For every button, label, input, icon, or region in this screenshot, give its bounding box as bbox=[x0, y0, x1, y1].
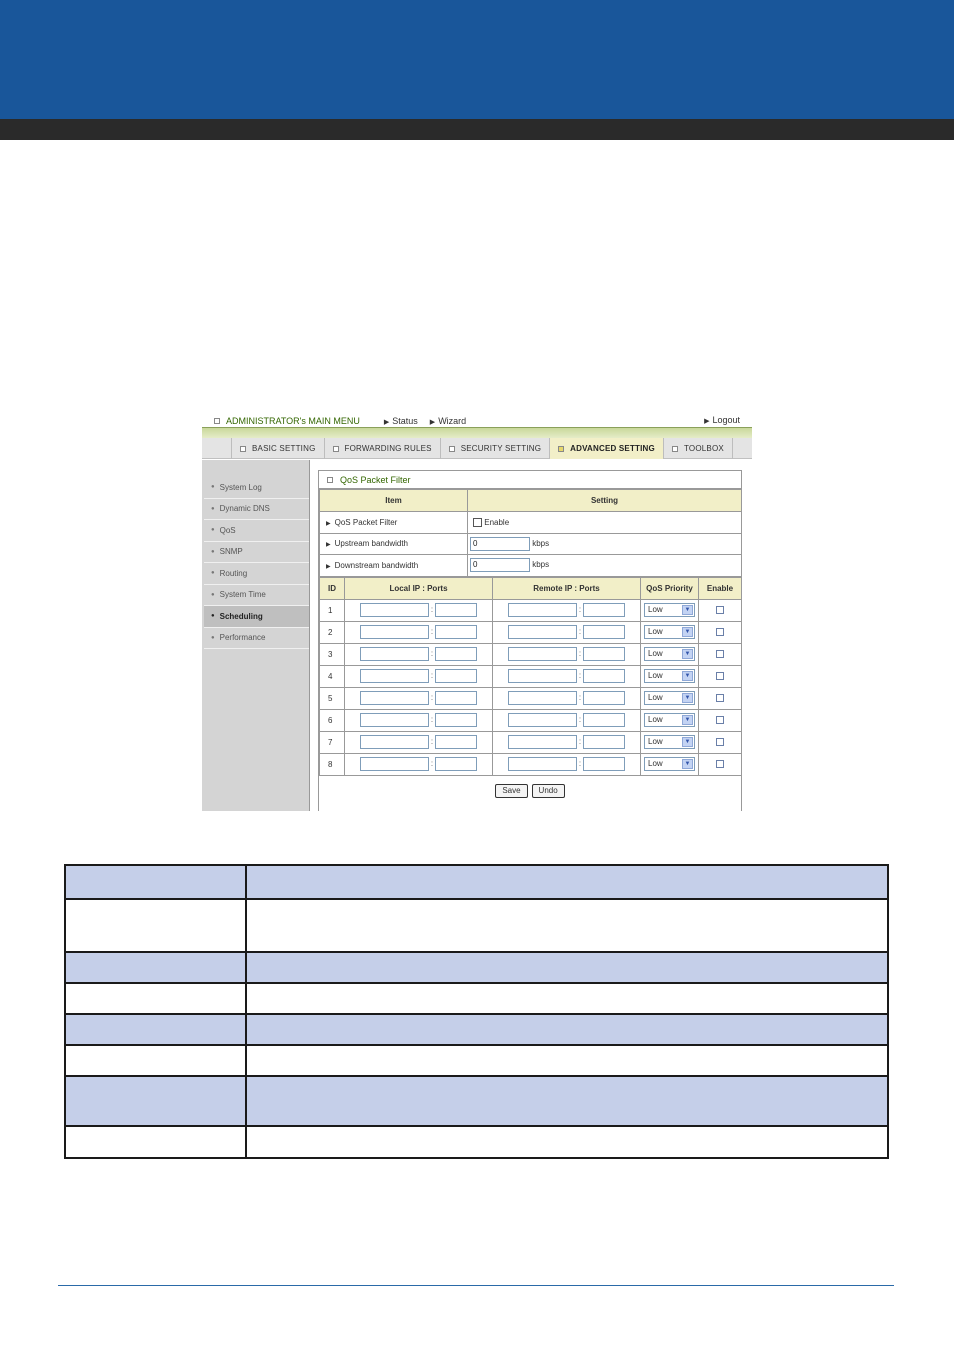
sidebar-item-label: System Log bbox=[219, 482, 262, 492]
colon-separator: : bbox=[430, 759, 434, 769]
table-row bbox=[65, 1076, 888, 1126]
green-divider bbox=[202, 427, 752, 438]
col-item-header: Item bbox=[320, 490, 468, 512]
tab-square-icon bbox=[672, 446, 678, 452]
rule-row bbox=[320, 709, 742, 731]
downstream-label-cell bbox=[320, 555, 468, 577]
local-ip-input[interactable] bbox=[360, 757, 429, 771]
table-cell bbox=[65, 1076, 246, 1126]
local-ip-cell bbox=[345, 687, 493, 709]
undo-button[interactable]: Undo bbox=[532, 784, 565, 798]
rule-id: 4 bbox=[320, 665, 345, 687]
bullet-icon: ● bbox=[211, 613, 215, 620]
priority-cell bbox=[641, 621, 699, 643]
remote-ip-input[interactable] bbox=[508, 691, 577, 705]
local-ip-input[interactable] bbox=[360, 735, 429, 749]
colon-separator: : bbox=[578, 759, 582, 769]
colon-separator: : bbox=[578, 649, 582, 659]
remote-ip-input[interactable] bbox=[508, 713, 577, 727]
local-port-input[interactable] bbox=[435, 735, 477, 749]
enable-label: Enable bbox=[484, 517, 510, 527]
table-row bbox=[65, 1014, 888, 1045]
sidebar-item-system-time[interactable] bbox=[204, 585, 309, 607]
remote-port-input[interactable] bbox=[583, 647, 625, 661]
local-ip-cell bbox=[345, 643, 493, 665]
enable-cell bbox=[699, 753, 742, 775]
table-cell bbox=[246, 952, 888, 983]
table-cell bbox=[246, 1045, 888, 1076]
arrow-right-icon: ▶ bbox=[704, 418, 710, 425]
priority-cell bbox=[641, 665, 699, 687]
remote-port-input[interactable] bbox=[583, 757, 625, 771]
priority-select[interactable] bbox=[644, 625, 695, 639]
tab-square-icon bbox=[333, 446, 339, 452]
enable-cell bbox=[699, 665, 742, 687]
rule-row bbox=[320, 753, 742, 775]
bullet-icon: ● bbox=[211, 484, 215, 491]
priority-value: Low bbox=[648, 759, 663, 768]
id-header: ID bbox=[320, 577, 345, 599]
rule-id: 5 bbox=[320, 687, 345, 709]
local-port-input[interactable] bbox=[435, 647, 477, 661]
table-row bbox=[65, 952, 888, 983]
table-cell bbox=[246, 1076, 888, 1126]
filter-label: QoS Packet Filter bbox=[334, 517, 398, 527]
remote-ip-input[interactable] bbox=[508, 735, 577, 749]
downstream-label: Downstream bandwidth bbox=[334, 560, 419, 570]
sidebar-item-performance[interactable] bbox=[204, 628, 309, 650]
table-row bbox=[65, 899, 888, 952]
priority-value: Low bbox=[648, 649, 663, 658]
sidebar-item-label: Routing bbox=[219, 568, 248, 578]
local-ip-input[interactable] bbox=[360, 691, 429, 705]
remote-ip-cell bbox=[493, 709, 641, 731]
table-cell bbox=[246, 983, 888, 1014]
panel-title-text: QoS Packet Filter bbox=[340, 474, 411, 485]
sidebar-item-routing[interactable] bbox=[204, 563, 309, 585]
chevron-down-icon: ▼ bbox=[682, 649, 693, 659]
remote-port-input[interactable] bbox=[583, 735, 625, 749]
table-cell bbox=[246, 1126, 888, 1158]
table-row bbox=[65, 1045, 888, 1076]
colon-separator: : bbox=[430, 671, 434, 681]
arrow-right-icon: ▶ bbox=[326, 542, 331, 549]
tab-label: BASIC SETTING bbox=[252, 444, 316, 453]
local-ip-input[interactable] bbox=[360, 647, 429, 661]
remote-ip-cell bbox=[493, 643, 641, 665]
top-menu-bar bbox=[202, 414, 752, 427]
rule-id: 8 bbox=[320, 753, 345, 775]
chevron-down-icon: ▼ bbox=[682, 693, 693, 703]
rule-enable-checkbox[interactable] bbox=[716, 672, 724, 680]
chevron-down-icon: ▼ bbox=[682, 759, 693, 769]
sidebar-item-dynamic-dns[interactable] bbox=[204, 499, 309, 521]
sidebar-item-label: Dynamic DNS bbox=[219, 504, 270, 514]
tab-security-setting[interactable] bbox=[440, 438, 549, 459]
remote-ip-cell bbox=[493, 687, 641, 709]
description-table bbox=[64, 864, 889, 1159]
header-banner bbox=[0, 0, 954, 119]
remote-port-input[interactable] bbox=[583, 625, 625, 639]
priority-cell bbox=[641, 753, 699, 775]
chevron-down-icon: ▼ bbox=[682, 605, 693, 615]
col-setting-header: Setting bbox=[468, 490, 742, 512]
menu-square-icon bbox=[214, 418, 220, 424]
arrow-right-icon: ▶ bbox=[383, 418, 390, 426]
rule-row bbox=[320, 687, 742, 709]
priority-select[interactable] bbox=[644, 669, 695, 683]
tab-square-icon bbox=[449, 446, 455, 452]
header-stripe bbox=[0, 119, 954, 140]
enable-cell bbox=[699, 599, 742, 621]
bullet-icon: ● bbox=[211, 634, 215, 641]
panel-title bbox=[319, 471, 741, 489]
priority-select[interactable] bbox=[644, 735, 695, 749]
sidebar-item-system-log[interactable] bbox=[204, 477, 309, 499]
bullet-icon: ● bbox=[211, 505, 215, 512]
colon-separator: : bbox=[430, 627, 434, 637]
priority-value: Low bbox=[648, 715, 663, 724]
remote-ip-input[interactable] bbox=[508, 625, 577, 639]
local-port-input[interactable] bbox=[435, 757, 477, 771]
bullet-icon: ● bbox=[211, 570, 215, 577]
rule-enable-checkbox[interactable] bbox=[716, 716, 724, 724]
remote-ip-input[interactable] bbox=[508, 647, 577, 661]
status-link[interactable] bbox=[384, 416, 418, 426]
arrow-right-icon: ▶ bbox=[429, 418, 436, 426]
colon-separator: : bbox=[578, 693, 582, 703]
local-ip-header: Local IP : Ports bbox=[345, 577, 493, 599]
chevron-down-icon: ▼ bbox=[682, 715, 693, 725]
sidebar-divider bbox=[309, 460, 310, 811]
upstream-unit: kbps bbox=[532, 538, 550, 548]
tab-square-icon bbox=[558, 446, 564, 452]
rule-enable-checkbox[interactable] bbox=[716, 694, 724, 702]
remote-port-input[interactable] bbox=[583, 669, 625, 683]
logout-label: Logout bbox=[712, 415, 740, 425]
remote-ip-cell bbox=[493, 731, 641, 753]
colon-separator: : bbox=[430, 649, 434, 659]
remote-port-input[interactable] bbox=[583, 691, 625, 705]
rule-row bbox=[320, 643, 742, 665]
local-ip-cell bbox=[345, 599, 493, 621]
local-port-input[interactable] bbox=[435, 691, 477, 705]
rule-id: 7 bbox=[320, 731, 345, 753]
tab-label: SECURITY SETTING bbox=[460, 444, 542, 453]
rule-row bbox=[320, 621, 742, 643]
chevron-down-icon: ▼ bbox=[682, 671, 693, 681]
sidebar-item-label: SNMP bbox=[219, 547, 243, 557]
priority-select[interactable] bbox=[644, 757, 695, 771]
bullet-icon: ● bbox=[211, 548, 215, 555]
priority-value: Low bbox=[648, 627, 663, 636]
colon-separator: : bbox=[430, 715, 434, 725]
chevron-down-icon: ▼ bbox=[682, 737, 693, 747]
priority-select[interactable] bbox=[644, 647, 695, 661]
downstream-unit: kbps bbox=[532, 560, 550, 570]
table-cell bbox=[246, 899, 888, 952]
table-cell bbox=[246, 865, 888, 899]
sidebar-item-label: QoS bbox=[219, 525, 236, 535]
table-cell bbox=[65, 865, 246, 899]
table-cell bbox=[65, 952, 246, 983]
colon-separator: : bbox=[430, 737, 434, 747]
sidebar bbox=[202, 460, 309, 811]
rule-enable-checkbox[interactable] bbox=[716, 760, 724, 768]
sidebar-item-qos[interactable] bbox=[204, 520, 309, 542]
table-cell bbox=[65, 1014, 246, 1045]
priority-cell bbox=[641, 709, 699, 731]
rules-header-row bbox=[320, 577, 742, 599]
remote-ip-input[interactable] bbox=[508, 669, 577, 683]
remote-ip-cell bbox=[493, 753, 641, 775]
tab-label: ADVANCED SETTING bbox=[570, 444, 655, 453]
main-tabs bbox=[202, 438, 752, 459]
local-ip-cell bbox=[345, 621, 493, 643]
local-port-input[interactable] bbox=[435, 603, 477, 617]
title-square-icon bbox=[327, 477, 333, 483]
rule-id: 3 bbox=[320, 643, 345, 665]
priority-select[interactable] bbox=[644, 603, 695, 617]
priority-select[interactable] bbox=[644, 691, 695, 705]
bullet-icon: ● bbox=[211, 591, 215, 598]
remote-ip-cell bbox=[493, 599, 641, 621]
colon-separator: : bbox=[578, 671, 582, 681]
sidebar-item-scheduling[interactable] bbox=[204, 606, 309, 628]
admin-main-menu-link[interactable]: ADMINISTRATOR's MAIN MENU bbox=[226, 415, 360, 426]
downstream-input[interactable]: 0 bbox=[470, 558, 530, 572]
colon-separator: : bbox=[578, 715, 582, 725]
qos-panel bbox=[318, 470, 742, 811]
bullet-icon: ● bbox=[211, 527, 215, 534]
router-ui-screenshot bbox=[202, 414, 752, 811]
enable-filter-checkbox[interactable] bbox=[473, 518, 482, 527]
tab-advanced-setting[interactable] bbox=[549, 438, 663, 459]
remote-port-input[interactable] bbox=[583, 603, 625, 617]
local-ip-input[interactable] bbox=[360, 669, 429, 683]
rule-row bbox=[320, 599, 742, 621]
downstream-row bbox=[320, 555, 742, 577]
wizard-label: Wizard bbox=[438, 415, 467, 426]
rule-enable-checkbox[interactable] bbox=[716, 650, 724, 658]
priority-cell bbox=[641, 731, 699, 753]
settings-table bbox=[319, 489, 742, 577]
rule-enable-checkbox[interactable] bbox=[716, 628, 724, 636]
remote-ip-cell bbox=[493, 665, 641, 687]
rule-id: 1 bbox=[320, 599, 345, 621]
tab-forwarding-rules[interactable] bbox=[324, 438, 440, 459]
priority-cell bbox=[641, 599, 699, 621]
local-ip-cell bbox=[345, 665, 493, 687]
upstream-label: Upstream bandwidth bbox=[334, 539, 408, 549]
priority-cell bbox=[641, 687, 699, 709]
rule-enable-checkbox[interactable] bbox=[716, 606, 724, 614]
local-port-input[interactable] bbox=[435, 669, 477, 683]
priority-value: Low bbox=[648, 671, 663, 680]
logout-link[interactable] bbox=[704, 414, 740, 428]
enable-cell bbox=[699, 709, 742, 731]
button-row bbox=[319, 776, 741, 806]
priority-value: Low bbox=[648, 605, 663, 614]
local-ip-cell bbox=[345, 731, 493, 753]
upstream-row bbox=[320, 533, 742, 555]
wizard-link[interactable] bbox=[430, 416, 466, 426]
local-ip-input[interactable] bbox=[360, 625, 429, 639]
colon-separator: : bbox=[578, 737, 582, 747]
colon-separator: : bbox=[430, 693, 434, 703]
enable-cell bbox=[699, 621, 742, 643]
priority-value: Low bbox=[648, 693, 663, 702]
rule-row bbox=[320, 731, 742, 753]
chevron-down-icon: ▼ bbox=[682, 627, 693, 637]
table-cell bbox=[65, 1126, 246, 1158]
arrow-right-icon: ▶ bbox=[326, 563, 331, 570]
local-ip-input[interactable] bbox=[360, 603, 429, 617]
rule-id: 2 bbox=[320, 621, 345, 643]
table-row bbox=[65, 983, 888, 1014]
remote-ip-input[interactable] bbox=[508, 757, 577, 771]
remote-ip-cell bbox=[493, 621, 641, 643]
enable-cell bbox=[699, 731, 742, 753]
priority-value: Low bbox=[648, 737, 663, 746]
enable-cell bbox=[699, 643, 742, 665]
enable-header: Enable bbox=[699, 577, 742, 599]
filter-row bbox=[320, 512, 742, 534]
colon-separator: : bbox=[430, 605, 434, 615]
local-port-input[interactable] bbox=[435, 625, 477, 639]
table-cell bbox=[65, 1045, 246, 1076]
table-row bbox=[65, 865, 888, 899]
footer-rule bbox=[58, 1285, 894, 1286]
filter-setting-cell bbox=[468, 512, 742, 534]
remote-ip-input[interactable] bbox=[508, 603, 577, 617]
table-row bbox=[65, 1126, 888, 1158]
remote-ip-header: Remote IP : Ports bbox=[493, 577, 641, 599]
filter-label-cell bbox=[320, 512, 468, 534]
tab-label: TOOLBOX bbox=[683, 444, 724, 453]
priority-select[interactable] bbox=[644, 713, 695, 727]
upstream-setting-cell bbox=[468, 533, 742, 555]
upstream-input[interactable]: 0 bbox=[470, 537, 530, 551]
rules-table bbox=[319, 577, 742, 776]
arrow-right-icon: ▶ bbox=[326, 520, 331, 527]
status-label: Status bbox=[392, 415, 418, 426]
upstream-label-cell bbox=[320, 533, 468, 555]
rule-row bbox=[320, 665, 742, 687]
local-ip-cell bbox=[345, 709, 493, 731]
colon-separator: : bbox=[578, 605, 582, 615]
priority-cell bbox=[641, 643, 699, 665]
save-button[interactable]: Save bbox=[495, 784, 527, 798]
sidebar-item-snmp[interactable] bbox=[204, 542, 309, 564]
table-cell bbox=[65, 899, 246, 952]
sidebar-item-label: Scheduling bbox=[219, 611, 263, 621]
tab-toolbox[interactable] bbox=[663, 438, 733, 459]
colon-separator: : bbox=[578, 627, 582, 637]
local-ip-input[interactable] bbox=[360, 713, 429, 727]
downstream-setting-cell bbox=[468, 555, 742, 577]
sidebar-item-label: Performance bbox=[219, 633, 266, 643]
local-ip-cell bbox=[345, 753, 493, 775]
rule-id: 6 bbox=[320, 709, 345, 731]
rule-enable-checkbox[interactable] bbox=[716, 738, 724, 746]
priority-header: QoS Priority bbox=[641, 577, 699, 599]
local-port-input[interactable] bbox=[435, 713, 477, 727]
sidebar-item-label: System Time bbox=[219, 590, 266, 600]
table-cell bbox=[246, 1014, 888, 1045]
remote-port-input[interactable] bbox=[583, 713, 625, 727]
enable-cell bbox=[699, 687, 742, 709]
tab-square-icon bbox=[240, 446, 246, 452]
table-cell bbox=[65, 983, 246, 1014]
tab-basic-setting[interactable] bbox=[231, 438, 324, 459]
tab-label: FORWARDING RULES bbox=[344, 444, 432, 453]
